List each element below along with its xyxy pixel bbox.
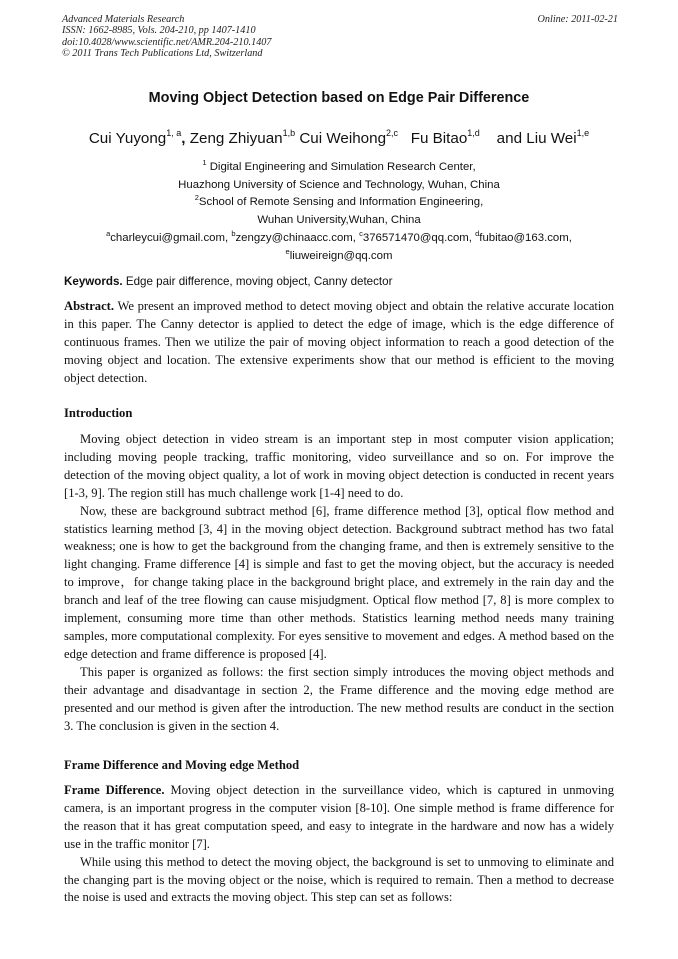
introduction-heading: Introduction bbox=[64, 406, 133, 420]
author-name: Cui Weihong bbox=[299, 130, 387, 147]
abstract-label: Abstract. bbox=[64, 299, 115, 313]
email-marker: d bbox=[475, 229, 480, 238]
email-marker: e bbox=[285, 247, 290, 256]
email-line-1 bbox=[0, 229, 678, 244]
email-marker: c bbox=[359, 229, 363, 238]
email-address: fubitao@163.com, bbox=[479, 232, 572, 244]
email-address: liuweireign@qq.com bbox=[289, 250, 393, 262]
abstract-text: We present an improved method to detect moving object and obtain the relative accurate location in this paper. The Canny detector is applied to detect the edge of image, which is the edge difference of continuous frames. Then we utilize the pair of moving object information to reach a good detection of the moving object and location. The extensive experiments show that our method is efficient to the moving object detection. bbox=[64, 299, 614, 385]
affiliation-2-line-2: Wuhan University,Wuhan, China bbox=[257, 214, 421, 226]
email-line-2 bbox=[0, 247, 678, 262]
author-affiliation: 2,c bbox=[386, 128, 399, 138]
email-address: 376571470@qq.com, bbox=[362, 232, 476, 244]
frame-difference-label: Frame Difference. bbox=[64, 783, 165, 797]
introduction-paragraph: Now, these are background subtract method [6], frame difference method [3], optical flow method and statistics learning method [3, 4] in the moving object detection. Background subtract method has two fatal weakness; one is how to get the background from the changing frame, and then is extremely sensitive to the light changing. Frame difference [4] is simple and fast to get the moving object, but the accuracy is needed to improve，for change taking place in the background bright place, and extremely in the rain day and the branch and leaf of the tree flowing can cause misjudgment. Optical flow method [7, 8] is more complex to implement, consuming more time than other methods. Statistics learning method needs many training samples, more computational complexity. For eyes sensitive to movement and edges. A method based on the edge detection and frame difference is proposed [4]. bbox=[64, 503, 614, 661]
journal-header bbox=[62, 14, 618, 60]
author-affiliation: 1,d bbox=[467, 128, 480, 138]
author-name: Cui Yuyong bbox=[88, 130, 167, 147]
affiliation-1-line-2: Huazhong University of Science and Technology, Wuhan, China bbox=[178, 179, 500, 191]
author-separator: , bbox=[181, 130, 190, 147]
author-separator: and bbox=[479, 130, 527, 147]
abstract bbox=[64, 298, 614, 388]
journal-name: Advanced Materials Research bbox=[62, 14, 185, 25]
email-address: charleycui@gmail.com, bbox=[110, 232, 232, 244]
author-name: Fu Bitao bbox=[410, 130, 468, 147]
frame-difference-text: Moving object detection in the surveillance video, which is captured in unmoving camera, is an important progress in the computer vision [8-10]. One simple method is frame difference for the reason that it has great computation speed, and easy to integrate in the hardware and now has a widely use in the traffic monitor [7]. bbox=[64, 783, 614, 851]
affiliation-text: School of Remote Sensing and Information Engineering, bbox=[198, 196, 484, 208]
author-list bbox=[0, 130, 678, 147]
affiliation-marker: 2 bbox=[194, 193, 199, 202]
author-separator bbox=[398, 130, 411, 147]
doi-line: doi:10.4028/www.scientific.net/AMR.204-210.1407 bbox=[62, 36, 272, 48]
paper-title: Moving Object Detection based on Edge Pair Difference bbox=[148, 90, 530, 106]
email-address: zengzy@chinaacc.com, bbox=[235, 232, 360, 244]
affiliation-marker: 1 bbox=[202, 158, 207, 167]
author-name: Zeng Zhiyuan bbox=[189, 130, 283, 147]
keywords-label: Keywords. bbox=[64, 275, 123, 288]
section-2-heading: Frame Difference and Moving edge Method bbox=[64, 758, 300, 772]
issn-line: ISSN: 1662-8985, Vols. 204-210, pp 1407-1410 bbox=[62, 25, 256, 37]
keywords bbox=[64, 275, 392, 288]
copyright-line: © 2011 Trans Tech Publications Ltd, Switzerland bbox=[62, 48, 263, 60]
author-affiliation: 1,e bbox=[576, 128, 590, 138]
online-date: Online: 2011-02-21 bbox=[537, 14, 618, 25]
introduction-paragraph: This paper is organized as follows: the first section simply introduces the moving object methods and their advantage and disadvantage in section 2, the Frame difference and the moving edge method are presented and our method is given after the introduction. The new method results are conduct in the section 3. The conclusion is given in the section 4. bbox=[64, 664, 614, 733]
section-2-body bbox=[64, 782, 614, 907]
keywords-text: Edge pair difference, moving object, Canny detector bbox=[122, 275, 393, 288]
author-affiliation: 1,b bbox=[282, 128, 296, 138]
introduction-body bbox=[64, 431, 614, 735]
introduction-paragraph: Moving object detection in video stream is an important step in most computer vision application; including moving people tracking, traffic monitoring, video surveillance and so on. For improve the detection of the moving object quality, a lot of work in moving object detection is conducted in recent years [1-3, 9]. The region still has much challenge work [1-4] need to do. bbox=[64, 432, 614, 500]
affiliation-1-line-1 bbox=[0, 158, 678, 173]
affiliation-text: Digital Engineering and Simulation Research Center, bbox=[206, 161, 476, 173]
affiliation-2-line-1 bbox=[0, 193, 678, 208]
email-marker: a bbox=[106, 229, 111, 238]
author-affiliation: 1, a bbox=[166, 128, 182, 138]
author-name: Liu Wei bbox=[526, 130, 577, 147]
email-marker: b bbox=[231, 229, 236, 238]
section-2-paragraph: While using this method to detect the moving object, the background is set to unmoving to eliminate and the changing part is the moving object or the noise, which is required to remain. Then a method to decrease the noise is used and extracts the moving object. This step can set as follows: bbox=[64, 854, 614, 905]
